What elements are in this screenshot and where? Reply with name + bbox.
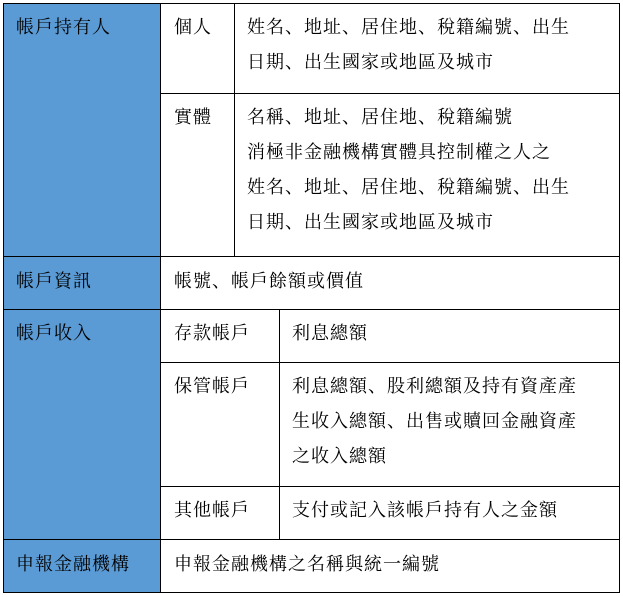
- holder-individual-content: 姓名、地址、居住地、稅籍編號、出生 日期、出生國家或地區及城市: [247, 17, 570, 73]
- grid-line: [160, 362, 619, 363]
- row-header-account-holder-label: 帳戶持有人: [16, 17, 111, 38]
- holder-entity-label: 實體: [174, 107, 212, 128]
- account-info-content: 帳號、帳戶餘額或價值: [174, 271, 364, 292]
- grid-line: [279, 310, 280, 539]
- income-deposit-content: 利息總額: [292, 323, 368, 344]
- grid-line: [4, 539, 619, 540]
- data-table: [3, 3, 620, 593]
- grid-line: [234, 4, 235, 256]
- grid-line: [4, 309, 619, 310]
- row-header-account-info: [4, 257, 160, 309]
- income-custody-content: 利息總額、股利總額及持有資產產 生收入總額、出售或贖回金融資產 之收入總額: [292, 376, 577, 467]
- row-header-reporting-institution-label: 申報金融機構: [16, 554, 130, 575]
- income-custody-label: 保管帳戶: [174, 376, 250, 397]
- row-header-reporting-institution: [4, 540, 160, 592]
- reporting-institution-content: 申報金融機構之名稱與統一編號: [174, 554, 440, 575]
- holder-individual-label: 個人: [174, 17, 212, 38]
- income-other-label: 其他帳戶: [174, 500, 250, 521]
- income-other-content: 支付或記入該帳戶持有人之金額: [292, 500, 558, 521]
- grid-line: [4, 256, 619, 257]
- grid-line: [160, 93, 619, 94]
- holder-entity-content: 名稱、地址、居住地、稅籍編號 消極非金融機構實體具控制權之人之 姓名、地址、居住地、稅籍編號、出生 日期、出生國家或地區及城市: [247, 107, 570, 233]
- row-header-account-income: [4, 310, 160, 539]
- row-header-account-info-label: 帳戶資訊: [16, 271, 92, 292]
- row-header-account-income-label: 帳戶收入: [16, 323, 92, 344]
- grid-line: [160, 486, 619, 487]
- row-header-account-holder: [4, 4, 160, 256]
- income-deposit-label: 存款帳戶: [174, 323, 250, 344]
